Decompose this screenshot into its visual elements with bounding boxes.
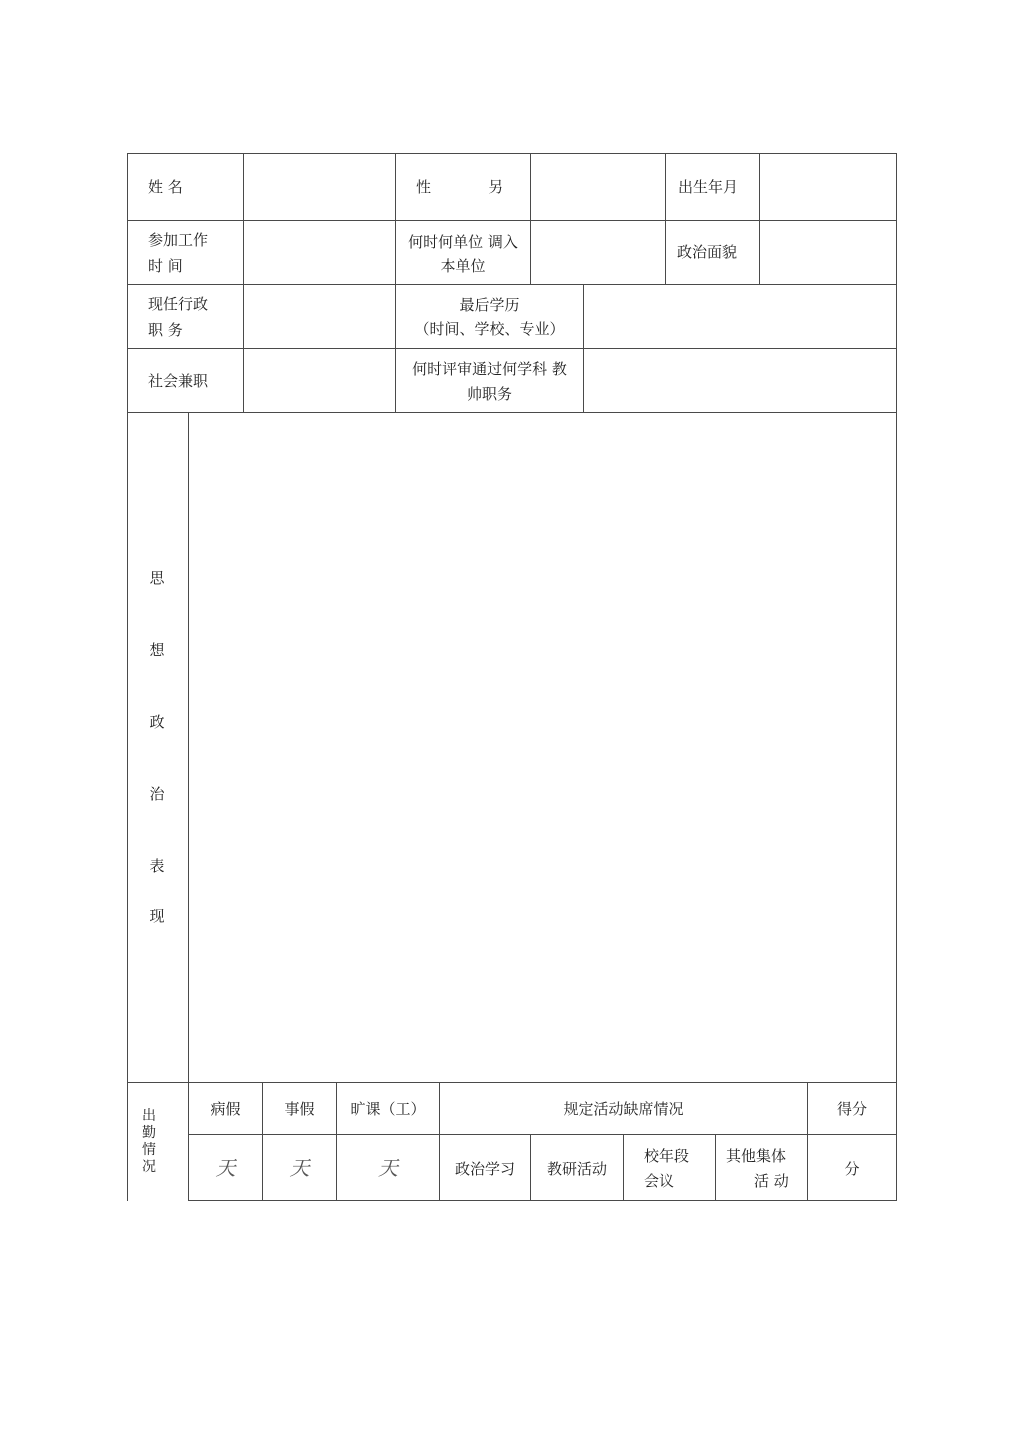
education-label-line1: 最后学历 xyxy=(459,296,520,314)
col-line xyxy=(127,153,128,1201)
teacher-title-label-line2: 帅职务 xyxy=(466,385,512,403)
attendance-label-char: 勤 xyxy=(142,1125,156,1141)
ideology-textarea[interactable] xyxy=(189,414,895,1081)
row-line xyxy=(127,1082,897,1083)
teacher-title-label-line1: 何时评审通过何学科 教 xyxy=(412,360,567,378)
admin-post-label-line2: 职 务 xyxy=(148,321,183,339)
transfer-label-line1: 何时何单位 调入 xyxy=(408,233,518,251)
group-activity-cell-line1: 其他集体 xyxy=(726,1147,787,1165)
teacher-title-input[interactable] xyxy=(584,350,896,411)
score-unit-cell[interactable]: 分 xyxy=(844,1160,860,1178)
col-line xyxy=(665,153,666,284)
col-line xyxy=(715,1134,716,1201)
gender-label: 性 另 xyxy=(416,178,504,196)
work-time-input[interactable] xyxy=(243,222,395,283)
politics-study-cell: 政治学习 xyxy=(454,1160,515,1178)
school-meeting-cell-line2: 会议 xyxy=(644,1172,675,1190)
row-line xyxy=(188,1134,897,1135)
education-label-line2: （时间、学校、专业） xyxy=(414,320,565,338)
attendance-label-char: 况 xyxy=(142,1159,156,1175)
ideology-label-char: 思 xyxy=(149,569,165,587)
ideology-label-char: 表 xyxy=(149,857,165,875)
transfer-label-line2: 本单位 xyxy=(440,257,486,275)
absence-header: 旷课（工） xyxy=(350,1100,426,1118)
transfer-input[interactable] xyxy=(531,222,665,283)
admin-post-label-line1: 现任行政 xyxy=(148,295,209,313)
work-time-label-line2: 时 间 xyxy=(148,257,183,275)
work-time-label-line1: 参加工作 xyxy=(148,231,209,249)
education-input[interactable] xyxy=(584,286,896,347)
political-label: 政治面貌 xyxy=(677,243,738,261)
row-line xyxy=(188,1200,897,1201)
ideology-label-char: 政 xyxy=(149,713,165,731)
absent-days-unit[interactable]: 天 xyxy=(378,1156,398,1180)
ideology-label-char: 想 xyxy=(149,641,165,659)
social-post-input[interactable] xyxy=(243,350,395,411)
activity-absence-header: 规定活动缺席情况 xyxy=(563,1100,684,1118)
name-input[interactable] xyxy=(243,155,395,219)
personal-days-unit[interactable]: 天 xyxy=(289,1156,310,1180)
gender-input[interactable] xyxy=(531,155,665,219)
birth-label: 出生年月 xyxy=(678,178,739,196)
group-activity-cell-line2: 活 动 xyxy=(754,1172,789,1190)
row-line xyxy=(127,412,897,413)
school-meeting-cell-line1: 校年段 xyxy=(644,1147,690,1165)
political-input[interactable] xyxy=(760,222,896,283)
col-line xyxy=(623,1134,624,1201)
attendance-label-char: 出 xyxy=(142,1108,156,1124)
ideology-label-char: 治 xyxy=(149,785,165,803)
name-label: 姓 名 xyxy=(148,178,183,196)
personal-leave-header: 事假 xyxy=(284,1100,315,1118)
sick-leave-header: 病假 xyxy=(210,1100,241,1118)
research-activity-cell: 教研活动 xyxy=(546,1160,607,1178)
ideology-label-char: 现 xyxy=(149,907,165,925)
score-header: 得分 xyxy=(836,1100,867,1118)
attendance-label-char: 情 xyxy=(142,1142,156,1158)
col-line xyxy=(896,153,897,1201)
birth-input[interactable] xyxy=(760,155,896,219)
admin-post-input[interactable] xyxy=(243,286,395,347)
sick-days-unit[interactable]: 天 xyxy=(215,1156,236,1180)
social-post-label: 社会兼职 xyxy=(148,372,209,390)
